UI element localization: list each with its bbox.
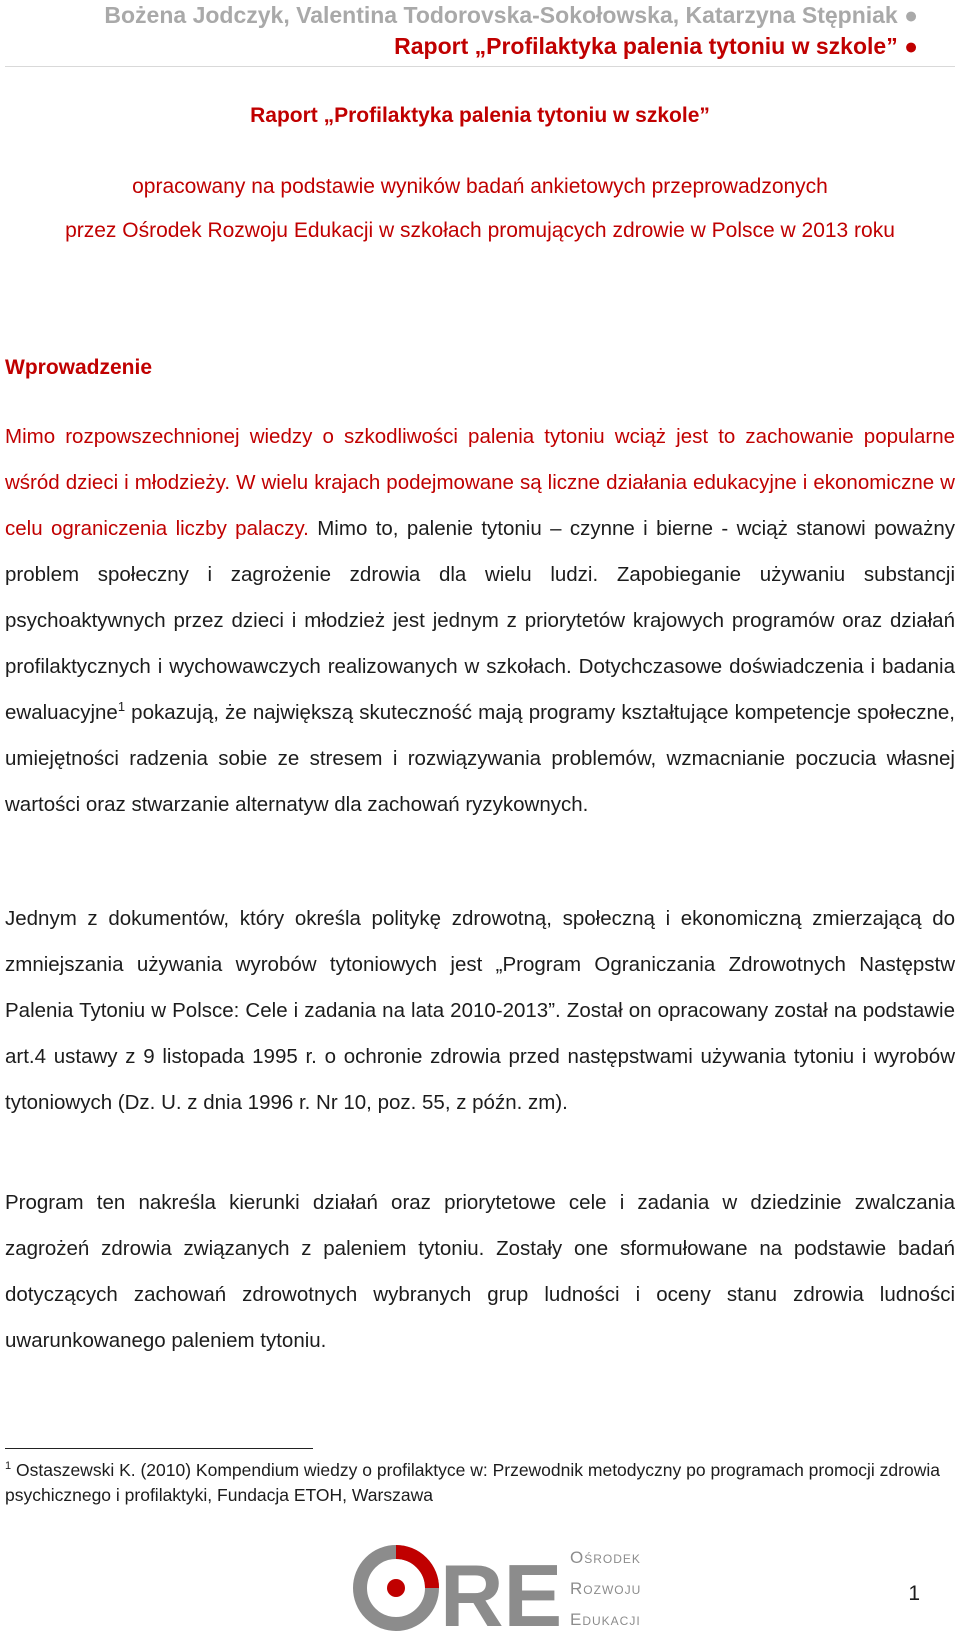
header-subtitle: Raport „Profilaktyka palenia tytoniu w szkole” ● bbox=[394, 33, 918, 59]
section-heading: Wprowadzenie bbox=[5, 356, 153, 379]
paragraph-directions: Program ten nakreśla kierunki działań oraz priorytetowe cele i zadania w dziedzinie zwalczania zagrożeń zdrowia związanych z paleniem tytoniu. Zostały one sformułowane na podstawie badań dotyczących zachowań zdrowotnych wybranych grup ludności i oceny stanu zdrowia ludności uwarunkowanego paleniem tytoniu. bbox=[5, 1191, 955, 1352]
paragraph-program: Jednym z dokumentów, który określa politykę zdrowotną, społeczną i ekonomiczną zmierzającą do zmniejszania używania wyrobów tytoniowych jest „Program Ograniczania Zdrowotnych Następstw Palenia Tytoniu w Polsce: Cele i zadania na lata 2010-2013”. Został on opracowany został na podstawie art.4 ustawy z 9 listopada 1995 r. o ochronie zdrowia przed następstwami używania tytoniu i wyrobów tytoniowych (Dz. U. z dnia 1996 r. Nr 10, poz. 55, z późn. zm). bbox=[5, 907, 955, 1114]
logo-line-3: Edukacji bbox=[570, 1610, 641, 1629]
paragraph-intro-red: Mimo rozpowszechnionej wiedzy o szkodliwości palenia tytoniu wciąż jest to zachowanie popularne wśród dzieci i młodzieży. W wielu krajach podejmowane są liczne działania edukacyjne i ekonomiczne w celu ograniczenia liczby palaczy. bbox=[5, 425, 955, 540]
header-divider bbox=[5, 66, 955, 67]
footnote-number: 1 bbox=[5, 1460, 12, 1473]
lead-line-2: przez Ośrodek Rozwoju Edukacji w szkołach promujących zdrowie w Polsce w 2013 roku bbox=[65, 219, 895, 242]
paragraph-intro-black-a: Mimo to, palenie tytoniu – czynne i bierne - wciąż stanowi poważny problem społeczny i zagrożenie zdrowia dla wielu ludzi. Zapobieganie używaniu substancji psychoaktywnych przez dzieci i młodzież jest jednym z priorytetów krajowych programów oraz działań profilaktycznych i wychowawczych realizowanych w szkołach. Dotychczasowe doświadczenia i badania ewaluacyjne bbox=[5, 517, 955, 724]
logo-line-2: Rozwoju bbox=[570, 1579, 642, 1598]
footnote-reference[interactable]: 1 bbox=[117, 699, 126, 715]
logo-center-dot bbox=[387, 1579, 405, 1597]
logo-line-1: Ośrodek bbox=[570, 1548, 641, 1567]
footnote-divider bbox=[5, 1448, 313, 1449]
logo-wordmark bbox=[570, 1542, 641, 1635]
page-number: 1 bbox=[908, 1582, 920, 1605]
header-authors: Bożena Jodczyk, Valentina Todorovska-Sokołowska, Katarzyna Stępniak ● bbox=[104, 2, 918, 28]
lead-line-1: opracowany na podstawie wyników badań ankietowych przeprowadzonych bbox=[132, 175, 828, 198]
logo-letters-re: RE bbox=[440, 1546, 563, 1636]
document-title: Raport „Profilaktyka palenia tytoniu w szkole” bbox=[250, 104, 710, 127]
paragraph-intro bbox=[5, 414, 955, 828]
paragraph-intro-black-b: pokazują, że największą skuteczność mają programy kształtujące kompetencje społeczne, umiejętności radzenia sobie ze stresem i rozwiązywania problemów, wzmacnianie poczucia własnej wartości oraz stwarzanie alternatyw dla zachowań ryzykownych. bbox=[5, 701, 955, 816]
running-header bbox=[104, 0, 918, 62]
footnote-text: Ostaszewski K. (2010) Kompendium wiedzy o profilaktyce w: Przewodnik metodyczny po programach promocji zdrowia psychicznego i profilaktyki, Fundacja ETOH, Warszawa bbox=[5, 1460, 940, 1505]
footnote bbox=[5, 1458, 945, 1508]
